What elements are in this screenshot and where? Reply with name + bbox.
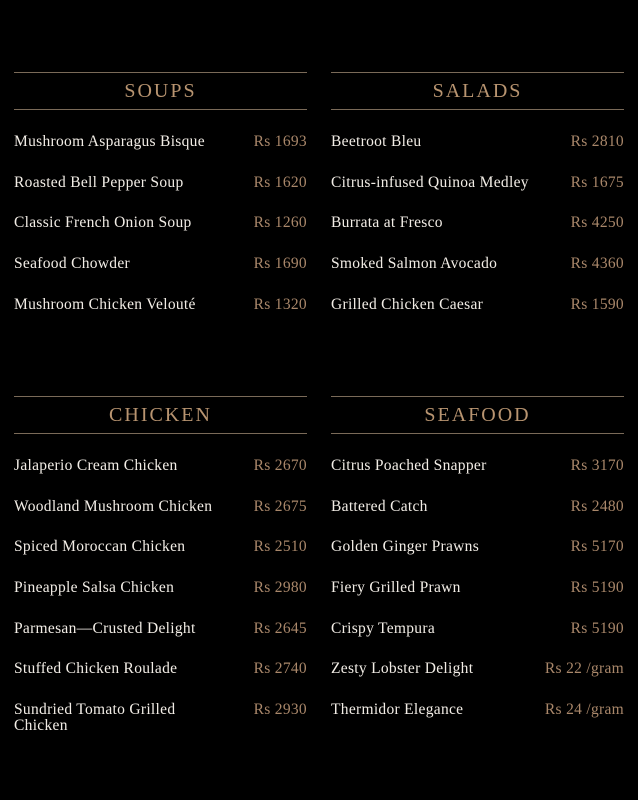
item-name: Stuffed Chicken Roulade: [14, 660, 178, 678]
item-name: Citrus Poached Snapper: [331, 457, 487, 474]
item-price: Rs 4250: [570, 214, 624, 232]
menu-item: [14, 621, 307, 662]
section-title: SOUPS: [124, 79, 197, 102]
item-price: Rs 5190: [570, 579, 624, 597]
item-name: Crispy Tempura: [331, 619, 435, 637]
item-price: Rs 2980: [253, 579, 307, 597]
menu-item: [14, 215, 307, 256]
menu-list: [14, 458, 307, 743]
item-price: Rs 2810: [570, 133, 624, 150]
item-price: Rs 2480: [570, 497, 624, 515]
section-seafood: [331, 396, 624, 743]
item-name: Citrus-infused Quinoa Medley: [331, 173, 529, 191]
item-price: Rs 1590: [570, 295, 624, 313]
section-salads: [331, 72, 624, 337]
menu-item: [331, 458, 624, 499]
menu-item: [14, 580, 307, 621]
menu-item: [14, 256, 307, 297]
item-price: Rs 2930: [253, 701, 307, 719]
menu-item: [14, 539, 307, 580]
menu-item: [331, 297, 624, 338]
item-name: Fiery Grilled Prawn: [331, 579, 461, 597]
section-title: SALADS: [432, 79, 523, 102]
item-name: Golden Ginger Prawns: [331, 538, 480, 556]
section-soups: [14, 72, 307, 337]
section-header-salads: [331, 72, 624, 110]
menu-item: [331, 215, 624, 256]
item-price: Rs 1620: [253, 173, 307, 191]
menu-item: [331, 702, 624, 743]
item-price: Rs 1690: [253, 255, 307, 273]
item-name: Pineapple Salsa Chicken: [14, 579, 175, 597]
menu-item: [331, 134, 624, 175]
section-title: SEAFOOD: [424, 403, 531, 426]
menu-item: [14, 458, 307, 499]
item-price: Rs 1675: [570, 173, 624, 191]
item-price: Rs 1693: [253, 133, 307, 150]
item-price: Rs 22 /gram: [544, 660, 624, 678]
section-header-soups: [14, 72, 307, 110]
menu-item: [14, 702, 307, 743]
item-name: Parmesan—Crusted Delight: [14, 619, 196, 637]
item-name: Sundried Tomato Grilled Chicken: [14, 701, 176, 735]
menu-item: [331, 539, 624, 580]
item-price: Rs 5170: [570, 538, 624, 556]
item-price: Rs 2645: [253, 619, 307, 637]
menu-item: [14, 499, 307, 540]
menu-list: [14, 134, 307, 337]
item-name: Jalaperio Cream Chicken: [14, 457, 178, 474]
item-name: Zesty Lobster Delight: [331, 660, 474, 678]
item-price: Rs 4360: [570, 255, 624, 273]
item-name: Battered Catch: [331, 497, 428, 515]
menu-item: [331, 256, 624, 297]
menu-item: [331, 499, 624, 540]
section-title: CHICKEN: [109, 403, 212, 426]
menu-list: [331, 458, 624, 743]
menu-item: [331, 621, 624, 662]
menu-item: [331, 175, 624, 216]
item-name: Mushroom Chicken Velouté: [14, 295, 196, 313]
section-header-chicken: [14, 396, 307, 434]
item-price: Rs 5190: [570, 619, 624, 637]
item-price: Rs 3170: [570, 457, 624, 474]
menu-item: [14, 175, 307, 216]
menu-item: [14, 297, 307, 338]
item-name: Mushroom Asparagus Bisque: [14, 133, 205, 150]
item-name: Thermidor Elegance: [331, 701, 464, 719]
menu-item: [14, 134, 307, 175]
item-price: Rs 1320: [253, 295, 307, 313]
item-name: Beetroot Bleu: [331, 133, 422, 150]
menu-item: [331, 580, 624, 621]
item-price: Rs 24 /gram: [544, 701, 624, 719]
item-name: Seafood Chowder: [14, 255, 130, 273]
item-name: Spiced Moroccan Chicken: [14, 538, 186, 556]
item-name: Woodland Mushroom Chicken: [14, 497, 213, 515]
item-name: Smoked Salmon Avocado: [331, 255, 498, 273]
section-chicken: [14, 396, 307, 743]
menu-item: [331, 661, 624, 702]
item-name: Burrata at Fresco: [331, 214, 443, 232]
menu-list: [331, 134, 624, 337]
item-name: Grilled Chicken Caesar: [331, 295, 484, 313]
item-name: Roasted Bell Pepper Soup: [14, 173, 184, 191]
item-name: Classic French Onion Soup: [14, 214, 192, 232]
menu-item: [14, 661, 307, 702]
item-price: Rs 2510: [253, 538, 307, 556]
item-price: Rs 2675: [253, 497, 307, 515]
item-price: Rs 2670: [253, 457, 307, 474]
item-price: Rs 2740: [253, 660, 307, 678]
item-price: Rs 1260: [253, 214, 307, 232]
section-header-seafood: [331, 396, 624, 434]
